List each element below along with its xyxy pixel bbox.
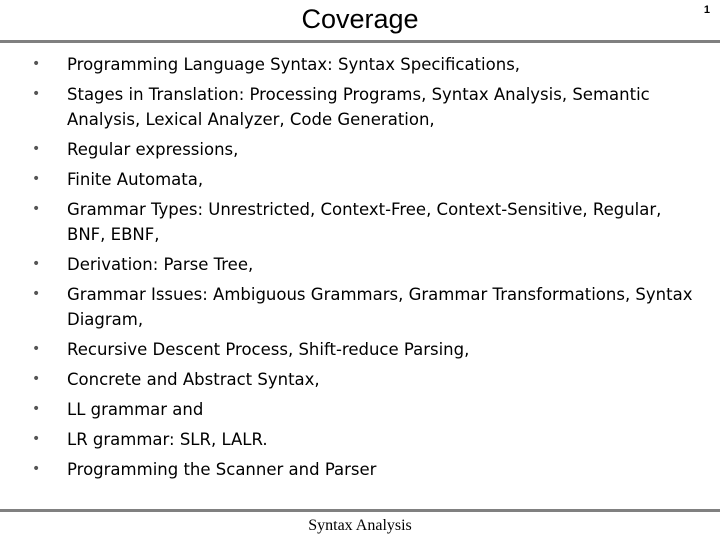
- bullet-item: [30, 282, 700, 332]
- bullet-item: [30, 167, 700, 192]
- top-divider: [0, 40, 720, 43]
- bullet-icon: •: [32, 341, 41, 357]
- bullet-text: LR grammar: SLR, LALR.: [67, 430, 268, 449]
- bullet-icon: •: [32, 371, 41, 387]
- bullet-text: Finite Automata,: [67, 170, 204, 189]
- bullet-text: Grammar Types: Unrestricted, Context-Free, Context-Sensitive, Regular, BNF, EBNF,: [67, 200, 662, 244]
- bullet-icon: •: [32, 431, 41, 447]
- bullet-text: Recursive Descent Process, Shift-reduce Parsing,: [67, 340, 470, 359]
- bottom-divider: [0, 509, 720, 512]
- bullet-icon: •: [32, 401, 41, 417]
- bullet-icon: •: [32, 201, 41, 217]
- bullet-item: [30, 397, 700, 422]
- bullet-text: Regular expressions,: [67, 140, 239, 159]
- slide-number: 1: [703, 4, 710, 16]
- bullet-icon: •: [32, 286, 41, 302]
- bullet-text: Programming the Scanner and Parser: [67, 460, 377, 479]
- bullet-item: [30, 82, 700, 132]
- bullet-icon: •: [32, 171, 41, 187]
- bullet-list: [30, 52, 700, 487]
- bullet-text: Concrete and Abstract Syntax,: [67, 370, 320, 389]
- bullet-icon: •: [32, 56, 41, 72]
- bullet-text: Stages in Translation: Processing Programs, Syntax Analysis, Semantic Analysis, Lexical Analyzer, Code Generation,: [67, 85, 650, 129]
- bullet-item: [30, 367, 700, 392]
- bullet-item: [30, 52, 700, 77]
- bullet-text: LL grammar and: [67, 400, 204, 419]
- bullet-icon: •: [32, 461, 41, 477]
- bullet-icon: •: [32, 86, 41, 102]
- bullet-item: [30, 457, 700, 482]
- bullet-icon: •: [32, 256, 41, 272]
- bullet-text: Grammar Issues: Ambiguous Grammars, Grammar Transformations, Syntax Diagram,: [67, 285, 693, 329]
- slide-title: Coverage: [301, 4, 419, 34]
- bullet-item: [30, 427, 700, 452]
- bullet-text: Programming Language Syntax: Syntax Specifications,: [67, 55, 521, 74]
- bullet-item: [30, 337, 700, 362]
- bullet-icon: •: [32, 141, 41, 157]
- bullet-item: [30, 197, 700, 247]
- bullet-item: [30, 137, 700, 162]
- bullet-item: [30, 252, 700, 277]
- footer-title: Syntax Analysis: [308, 517, 412, 534]
- bullet-text: Derivation: Parse Tree,: [67, 255, 254, 274]
